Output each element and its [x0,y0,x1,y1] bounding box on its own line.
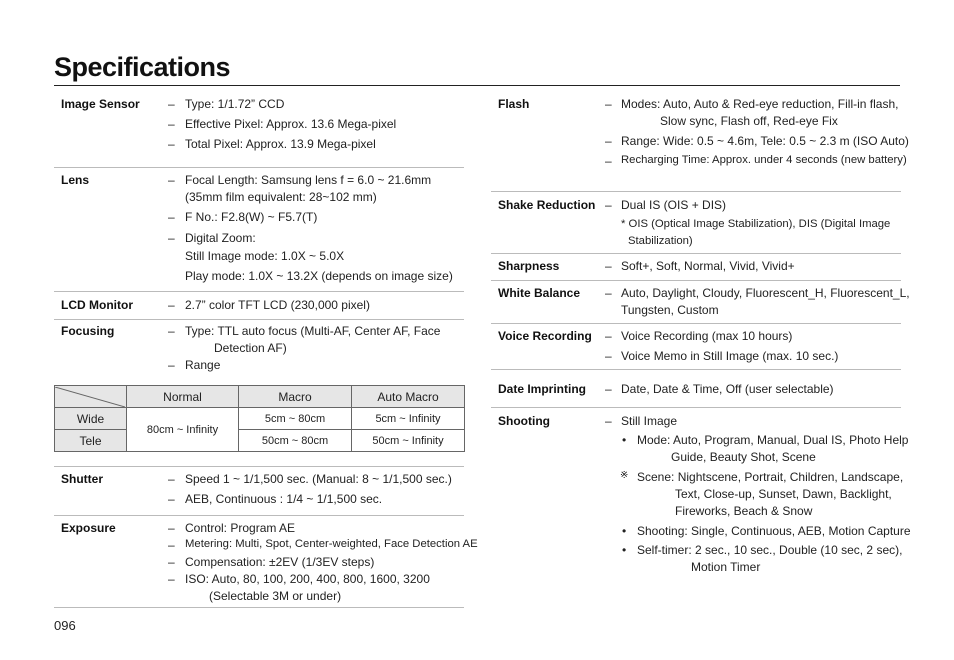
dash-mark: – [605,134,612,148]
spec-value: Range [185,358,221,372]
dash-mark: – [168,492,175,506]
dash-mark: – [168,358,175,372]
spec-value: Metering: Multi, Spot, Center-weighted, Face Detection AE [185,538,478,550]
table-cell: 80cm ~ Infinity [127,408,239,452]
dash-mark: – [168,538,175,552]
dash-mark: – [605,286,612,300]
spec-value: Voice Recording (max 10 hours) [621,329,793,343]
row-divider [491,323,901,324]
spec-value: Voice Memo in Still Image (max. 10 sec.) [621,349,839,363]
dash-mark: – [605,198,612,212]
spec-label-focusing: Focusing [61,324,115,338]
spec-value: Mode: Auto, Program, Manual, Dual IS, Photo Help [637,433,909,447]
dash-mark: – [168,572,175,586]
column-header: Macro [239,386,352,408]
spec-value: Tungsten, Custom [621,303,719,317]
row-divider [54,167,464,168]
row-divider [491,369,901,370]
spec-value: Scene: Nightscene, Portrait, Children, Landscape, [637,470,904,484]
row-divider [491,407,901,408]
dash-mark: – [168,97,175,111]
row-divider [54,466,464,467]
row-divider [491,280,901,281]
row-divider [491,253,901,254]
spec-value: Self-timer: 2 sec., 10 sec., Double (10 sec, 2 sec), [637,543,903,557]
row-divider [54,291,464,292]
dash-mark: – [168,555,175,569]
dash-mark: – [168,298,175,312]
row-divider [54,607,464,608]
bullet-mark: • [622,433,627,447]
spec-label-image-sensor: Image Sensor [61,97,140,111]
dash-mark: – [168,117,175,131]
spec-value: Modes: Auto, Auto & Red-eye reduction, Fill-in flash, [621,97,899,111]
spec-value: Still Image mode: 1.0X ~ 5.0X [185,249,345,263]
spec-value: Type: 1/1.72” CCD [185,97,285,111]
spec-value: Soft+, Soft, Normal, Vivid, Vivid+ [621,259,795,273]
dash-mark: – [168,173,175,187]
spec-value: Detection AF) [214,341,287,355]
row-header: Wide [55,408,127,430]
spec-label-shutter: Shutter [61,472,103,486]
dash-mark: – [605,349,612,363]
spec-label-shake-reduction: Shake Reduction [498,198,596,212]
page-title: Specifications [54,52,231,82]
spec-value: (Selectable 3M or under) [209,589,342,603]
spec-value: Speed 1 ~ 1/1,500 sec. (Manual: 8 ~ 1/1,500 sec.) [185,472,452,486]
spec-value: Digital Zoom: [185,231,256,245]
spec-value: Guide, Beauty Shot, Scene [671,450,816,464]
bullet-mark: • [622,524,627,538]
spec-value: Date, Date & Time, Off (user selectable) [621,382,834,396]
spec-label-date-imprinting: Date Imprinting [498,382,587,396]
spec-value: Text, Close-up, Sunset, Dawn, Backlight, [675,487,892,501]
dash-mark: – [168,521,175,535]
column-header: Normal [127,386,239,408]
table-cell: 50cm ~ 80cm [239,430,352,452]
spec-value: Stabilization) [628,235,693,247]
spec-label-exposure: Exposure [61,521,116,535]
spec-value: Compensation: ±2EV (1/3EV steps) [185,555,375,569]
spec-value: Still Image [621,414,678,428]
spec-value: Effective Pixel: Approx. 13.6 Mega-pixel [185,117,397,131]
table-cell: 50cm ~ Infinity [352,430,465,452]
spec-value: Control: Program AE [185,521,296,535]
spec-value: Recharging Time: Approx. under 4 seconds (new battery) [621,154,907,166]
page-number: 096 [54,618,76,633]
dash-mark: – [168,324,175,338]
spec-value: (35mm film equivalent: 28~102 mm) [185,190,377,204]
note-mark: ※ [620,470,629,481]
spec-value: Shooting: Single, Continuous, AEB, Motion Capture [637,524,911,538]
spec-value: Slow sync, Flash off, Red-eye Fix [660,114,838,128]
column-header: Auto Macro [352,386,465,408]
spec-label-lcd-monitor: LCD Monitor [61,298,133,312]
spec-value: Play mode: 1.0X ~ 13.2X (depends on image size) [185,269,453,283]
spec-label-voice-recording: Voice Recording [498,329,592,343]
dash-mark: – [168,472,175,486]
row-divider [54,515,464,516]
spec-label-lens: Lens [61,173,90,187]
spec-value: 2.7” color TFT LCD (230,000 pixel) [185,298,370,312]
spec-value: Dual IS (OIS + DIS) [621,198,727,212]
spec-value: Focal Length: Samsung lens f = 6.0 ~ 21.6mm [185,173,432,187]
dash-mark: – [605,154,612,168]
spec-value: * OIS (Optical Image Stabilization), DIS (Digital Image [621,218,891,230]
spec-value: Total Pixel: Approx. 13.9 Mega-pixel [185,137,376,151]
spec-label-white-balance: White Balance [498,286,581,300]
table-cell: 5cm ~ Infinity [352,408,465,430]
title-divider [54,85,900,86]
spec-value: Fireworks, Beach & Snow [675,504,813,518]
row-divider [54,319,464,320]
dash-mark: – [168,210,175,224]
spec-value: ISO: Auto, 80, 100, 200, 400, 800, 1600, 3200 [185,572,430,586]
dash-mark: – [605,259,612,273]
dash-mark: – [605,382,612,396]
spec-value: AEB, Continuous : 1/4 ~ 1/1,500 sec. [185,492,383,506]
spec-value: Range: Wide: 0.5 ~ 4.6m, Tele: 0.5 ~ 2.3 m (ISO Auto) [621,134,909,148]
table-cell: 5cm ~ 80cm [239,408,352,430]
row-header: Tele [55,430,127,452]
diagonal-line [55,387,125,407]
spec-value: Motion Timer [691,560,761,574]
row-divider [491,191,901,192]
dash-mark: – [605,329,612,343]
table-corner-cell [55,386,127,408]
focus-range-table [54,385,465,452]
spec-value: Auto, Daylight, Cloudy, Fluorescent_H, Fluorescent_L, [621,286,910,300]
dash-mark: – [605,414,612,428]
spec-label-flash: Flash [498,97,530,111]
dash-mark: – [168,137,175,151]
spec-label-shooting: Shooting [498,414,550,428]
dash-mark: – [168,231,175,245]
spec-label-sharpness: Sharpness [498,259,560,273]
spec-value: Type: TTL auto focus (Multi-AF, Center AF, Face [185,324,441,338]
spec-value: F No.: F2.8(W) ~ F5.7(T) [185,210,318,224]
bullet-mark: • [622,543,627,557]
dash-mark: – [605,97,612,111]
